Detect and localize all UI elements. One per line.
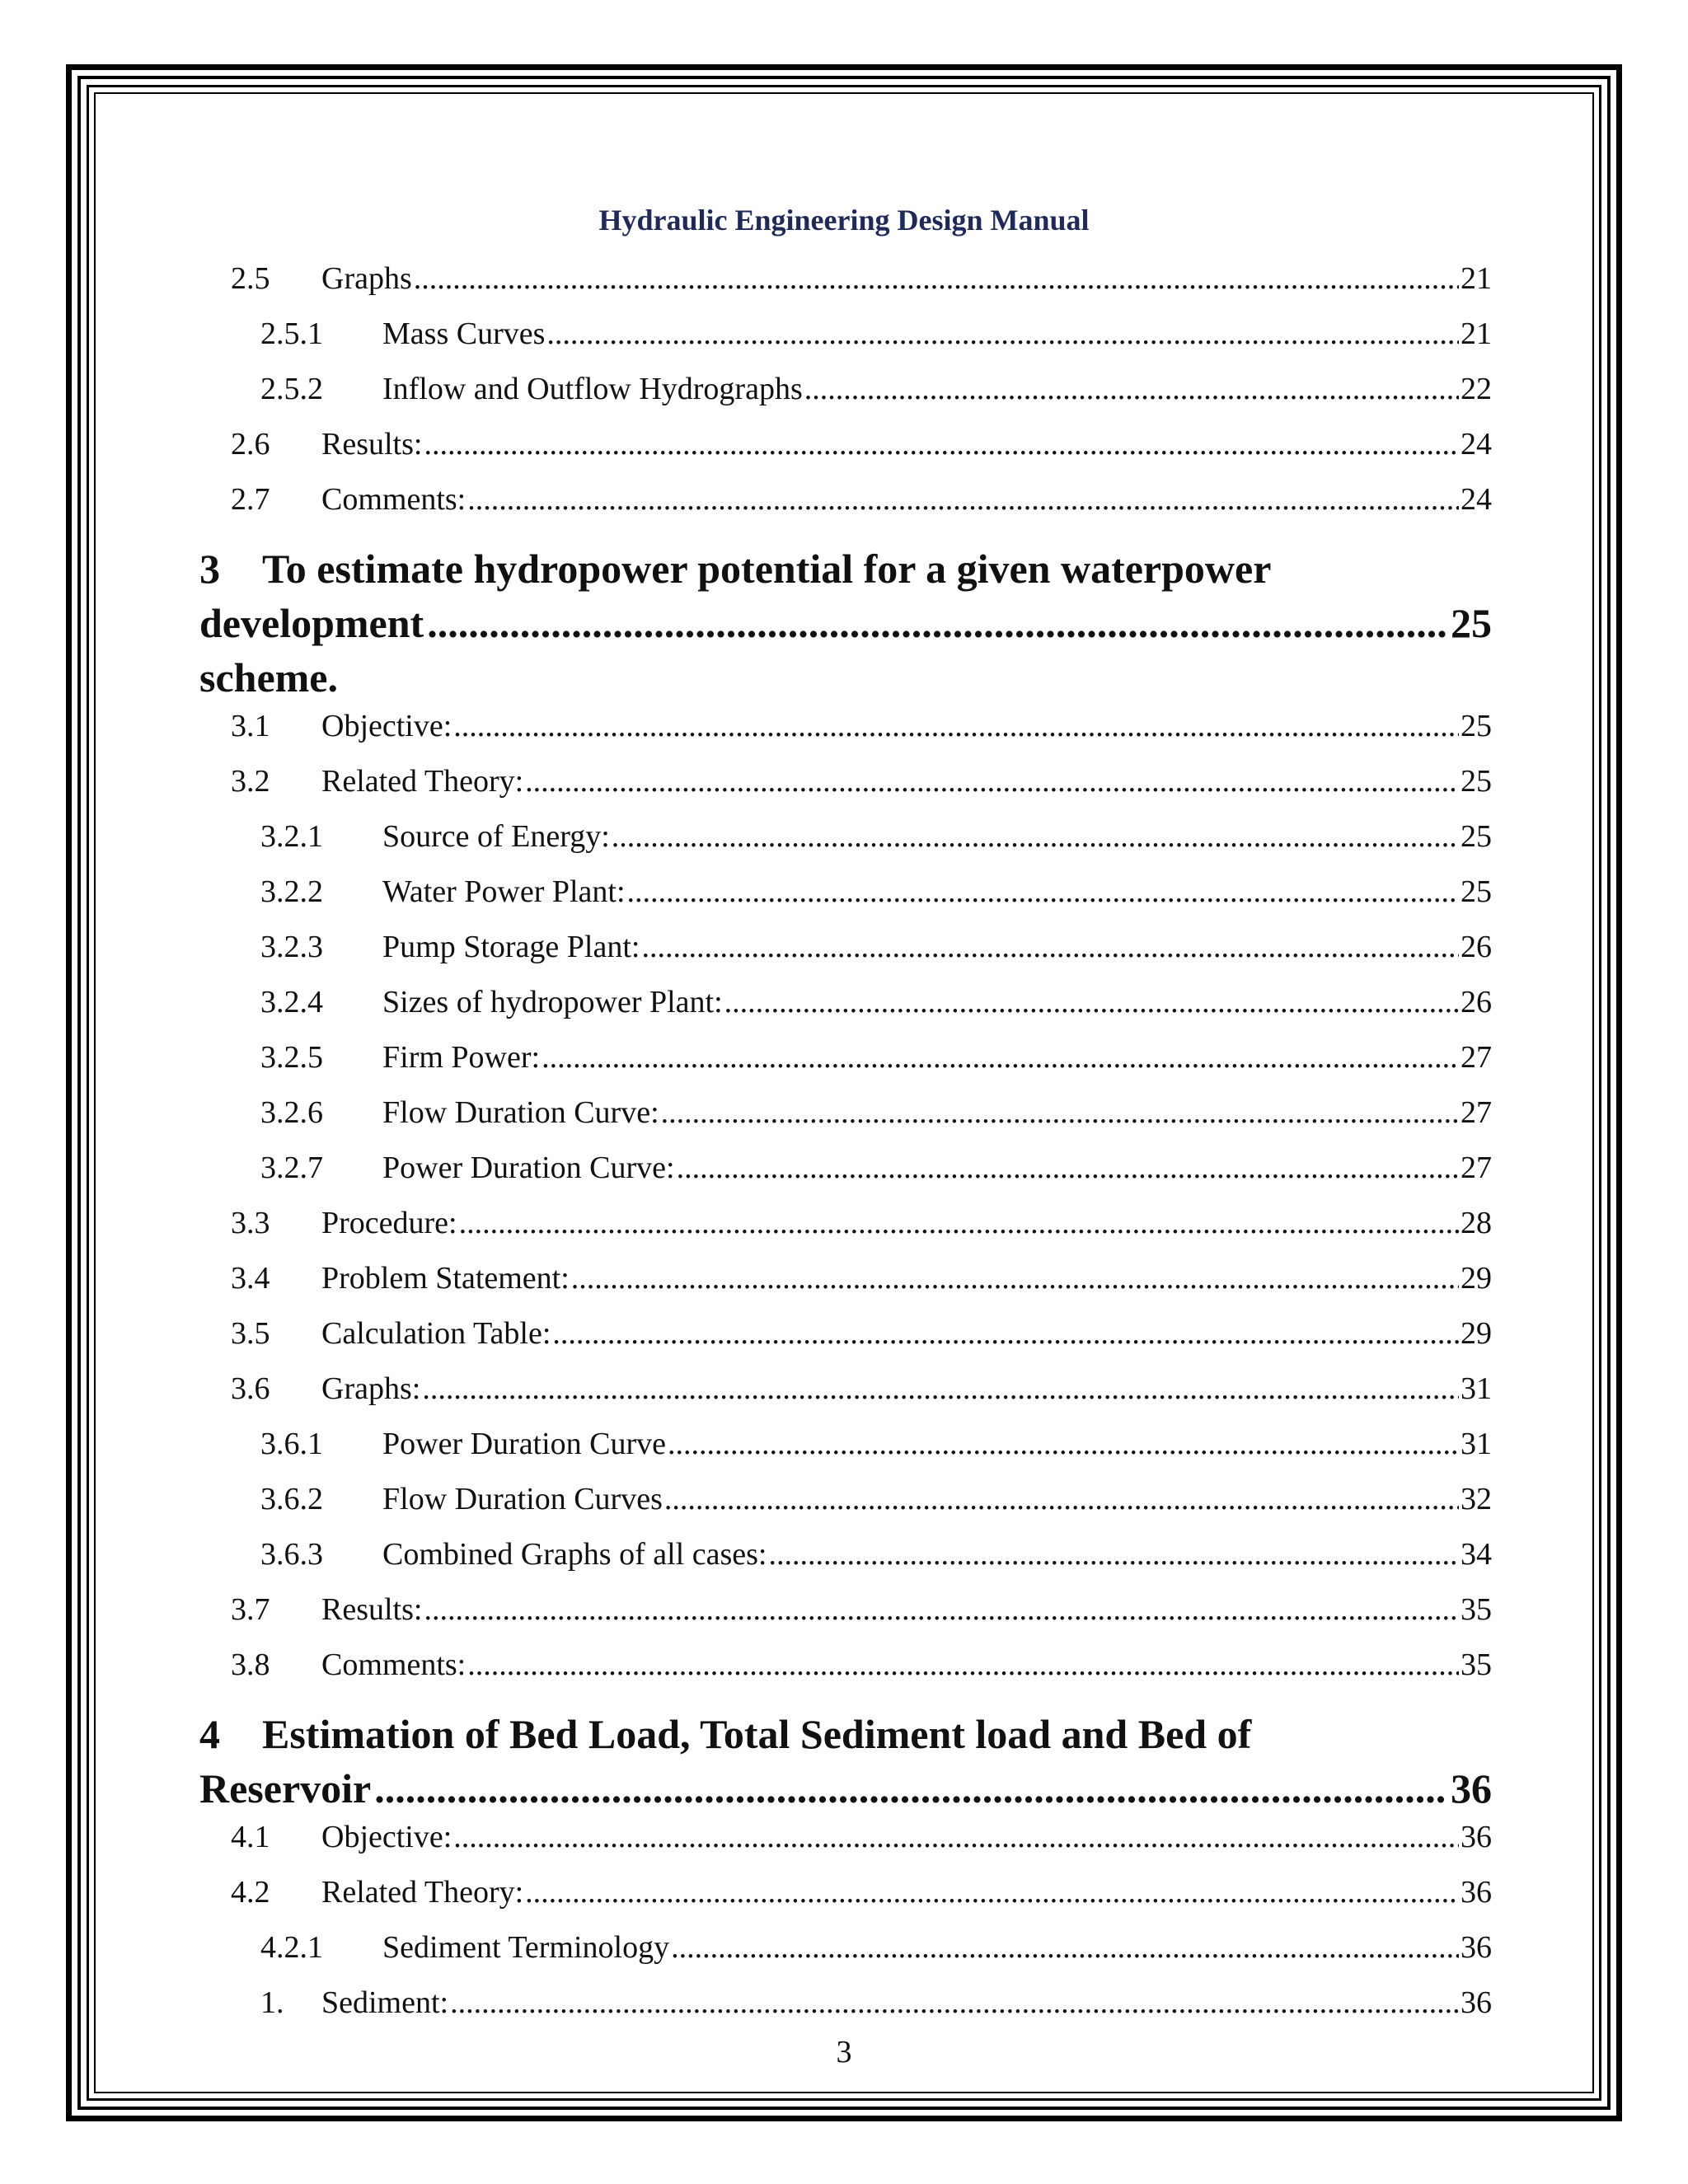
toc-entry-number: 2.7 [231, 482, 270, 517]
toc-entry-4-2[interactable] [199, 1874, 1492, 1929]
toc-entry-page: 25 [1461, 764, 1492, 799]
toc-entry-number: 4.2 [231, 1875, 270, 1910]
dot-leader [525, 1874, 1459, 1910]
dot-leader [546, 316, 1459, 352]
toc-entry-title: Procedure: [321, 1206, 457, 1240]
toc-entry-title: Problem Statement: [321, 1261, 570, 1296]
dot-leader [542, 1039, 1459, 1076]
toc-entry-3-6-1[interactable] [199, 1426, 1492, 1481]
dot-leader [552, 1315, 1459, 1352]
dot-leader [668, 1426, 1459, 1462]
toc-entry-page: 36 [1461, 1820, 1492, 1854]
toc-entry-page: 31 [1461, 1427, 1492, 1461]
toc-entry-3-6[interactable] [199, 1371, 1492, 1426]
dot-leader [627, 874, 1459, 910]
toc-chapter-3[interactable] [199, 541, 1492, 705]
toc-entry-page: 24 [1461, 482, 1492, 517]
chapter-title-line2: Reservoir [199, 1765, 372, 1811]
dot-leader [768, 1536, 1459, 1572]
toc-entry-page: 25 [1461, 874, 1492, 909]
toc-entry-page: 25 [1461, 709, 1492, 743]
toc-entry-3-5[interactable] [199, 1315, 1492, 1371]
dot-leader [374, 1761, 1447, 1816]
dot-leader [612, 818, 1459, 855]
toc-entry-title: Mass Curves [382, 316, 546, 351]
toc-entry-title: Calculation Table: [321, 1316, 551, 1351]
toc-entry-number: 3.2.6 [260, 1095, 323, 1130]
dot-leader [459, 1205, 1459, 1241]
toc-entry-3-2-6[interactable] [199, 1094, 1492, 1150]
chapter-heading-line1 [199, 1707, 1492, 1761]
dot-leader [467, 481, 1459, 518]
toc-entry-number: 3.2.1 [260, 819, 323, 854]
toc-entry-3-2-1[interactable] [199, 818, 1492, 874]
toc-entry-number: 3.6.3 [260, 1537, 323, 1572]
chapter-heading-line2 [199, 1761, 1492, 1816]
dot-leader [804, 371, 1459, 407]
toc-entry-number: 3.3 [231, 1206, 270, 1240]
toc-entry-number: 1. [260, 1985, 284, 2020]
toc-entry-number: 4.1 [231, 1820, 270, 1854]
toc-entry-number: 3.2.2 [260, 874, 323, 909]
toc-entry-title: Power Duration Curve: [382, 1151, 675, 1185]
toc-entry-page: 36 [1461, 1875, 1492, 1910]
chapter-title-line2: development scheme. [199, 600, 424, 701]
toc-entry-number: 3.2.4 [260, 985, 323, 1019]
toc-entry-title: Pump Storage Plant: [382, 930, 640, 964]
toc-entry-number: 2.5.1 [260, 316, 323, 351]
toc-entry-page: 21 [1461, 316, 1492, 351]
toc-entry-page: 25 [1461, 819, 1492, 854]
toc-entry-page: 29 [1461, 1316, 1492, 1351]
toc-entry-2-5-2[interactable] [199, 371, 1492, 426]
dot-leader [467, 1647, 1459, 1683]
toc-entry-3-2-3[interactable] [199, 929, 1492, 984]
toc-chapter-4[interactable] [199, 1707, 1492, 1816]
toc-entry-3-2-5[interactable] [199, 1039, 1492, 1094]
toc-entry-page: 26 [1461, 930, 1492, 964]
toc-entry-number: 3.7 [231, 1592, 270, 1627]
dot-leader [427, 596, 1447, 650]
table-of-contents [199, 260, 1492, 2040]
toc-entry-page: 35 [1461, 1647, 1492, 1682]
dot-leader [664, 1481, 1459, 1517]
toc-entry-title: Related Theory: [321, 764, 524, 799]
toc-entry-3-3[interactable] [199, 1205, 1492, 1260]
toc-entry-number: 2.5 [231, 261, 270, 296]
toc-entry-title: Graphs [321, 261, 412, 296]
toc-entry-3-6-3[interactable] [199, 1536, 1492, 1591]
toc-entry-title: Sizes of hydropower Plant: [382, 985, 723, 1019]
dot-leader [424, 426, 1459, 462]
dot-leader [677, 1150, 1459, 1186]
toc-entry-title: Flow Duration Curves [382, 1482, 663, 1516]
dot-leader [422, 1371, 1459, 1407]
toc-entry-number: 3.2.7 [260, 1151, 323, 1185]
toc-entry-title: Sediment: [321, 1985, 449, 2020]
toc-entry-page: 24 [1461, 427, 1492, 462]
toc-entry-title: Related Theory: [321, 1875, 524, 1910]
toc-entry-3-4[interactable] [199, 1260, 1492, 1315]
toc-entry-number: 3.5 [231, 1316, 270, 1351]
toc-entry-title: Power Duration Curve [382, 1427, 667, 1461]
toc-entry-number: 3.2.3 [260, 930, 323, 964]
toc-entry-page: 27 [1461, 1151, 1492, 1185]
toc-entry-number: 2.6 [231, 427, 270, 462]
toc-entry-3-2[interactable] [199, 763, 1492, 818]
dot-leader [453, 1819, 1459, 1855]
chapter-title-line1: Estimation of Bed Load, Total Sediment load and Bed of [262, 1711, 1252, 1757]
toc-entry-number: 4.2.1 [260, 1930, 323, 1965]
dot-leader [661, 1094, 1459, 1131]
toc-entry-3-2-2[interactable] [199, 874, 1492, 929]
running-header: Hydraulic Engineering Design Manual [598, 204, 1090, 237]
toc-entry-3-2-4[interactable] [199, 984, 1492, 1039]
toc-entry-title: Source of Energy: [382, 819, 610, 854]
toc-entry-title: Firm Power: [382, 1040, 541, 1075]
toc-entry-page: 22 [1461, 372, 1492, 406]
toc-entry-page: 32 [1461, 1482, 1492, 1516]
toc-entry-4-2-1[interactable] [199, 1929, 1492, 1985]
toc-entry-4-1[interactable] [199, 1819, 1492, 1874]
toc-entry-title: Results: [321, 427, 423, 462]
chapter-page: 36 [1451, 1765, 1492, 1811]
toc-entry-2-5[interactable] [199, 260, 1492, 316]
dot-leader [424, 1591, 1459, 1628]
toc-entry-number: 3.4 [231, 1261, 270, 1296]
dot-leader [671, 1929, 1459, 1966]
toc-entry-page: 34 [1461, 1537, 1492, 1572]
chapter-page: 25 [1451, 600, 1492, 646]
toc-entry-page: 21 [1461, 261, 1492, 296]
toc-entry-number: 3.6.1 [260, 1427, 323, 1461]
toc-entry-title: Combined Graphs of all cases: [382, 1537, 767, 1572]
dot-leader [724, 984, 1459, 1020]
toc-entry-page: 36 [1461, 1985, 1492, 2020]
toc-entry-page: 28 [1461, 1206, 1492, 1240]
toc-entry-page: 31 [1461, 1371, 1492, 1406]
toc-entry-sediment[interactable] [199, 1985, 1492, 2040]
toc-entry-number: 3.8 [231, 1647, 270, 1682]
dot-leader [414, 260, 1459, 297]
page-number: 3 [836, 2035, 852, 2069]
chapter-number: 4 [199, 1711, 220, 1757]
toc-entry-2-7[interactable] [199, 481, 1492, 537]
toc-entry-page: 35 [1461, 1592, 1492, 1627]
toc-entry-title: Inflow and Outflow Hydrographs [382, 372, 803, 406]
toc-entry-title: Flow Duration Curve: [382, 1095, 659, 1130]
toc-entry-page: 27 [1461, 1040, 1492, 1075]
toc-entry-page: 27 [1461, 1095, 1492, 1130]
dot-leader [453, 708, 1459, 744]
chapter-heading-line1 [199, 541, 1492, 596]
toc-entry-2-5-1[interactable] [199, 316, 1492, 371]
toc-entry-title: Water Power Plant: [382, 874, 626, 909]
toc-entry-title: Sediment Terminology [382, 1930, 670, 1965]
toc-entry-number: 3.2 [231, 764, 270, 799]
toc-entry-number: 3.1 [231, 709, 270, 743]
toc-entry-page: 29 [1461, 1261, 1492, 1296]
toc-entry-number: 2.5.2 [260, 372, 323, 406]
toc-entry-page: 36 [1461, 1930, 1492, 1965]
dot-leader [450, 1985, 1459, 2021]
dot-leader [525, 763, 1459, 799]
toc-entry-3-1[interactable] [199, 708, 1492, 763]
chapter-title-line1: To estimate hydropower potential for a given waterpower [262, 546, 1272, 592]
toc-entry-title: Objective: [321, 1820, 452, 1854]
toc-entry-3-8[interactable] [199, 1647, 1492, 1702]
toc-entry-title: Comments: [321, 1647, 467, 1682]
toc-entry-title: Comments: [321, 482, 467, 517]
toc-entry-3-7[interactable] [199, 1591, 1492, 1647]
toc-entry-number: 3.2.5 [260, 1040, 323, 1075]
dot-leader [571, 1260, 1459, 1296]
chapter-heading-line2 [199, 596, 1492, 705]
dot-leader [641, 929, 1459, 965]
toc-entry-title: Graphs: [321, 1371, 421, 1406]
toc-entry-page: 26 [1461, 985, 1492, 1019]
toc-entry-title: Objective: [321, 709, 452, 743]
toc-entry-number: 3.6 [231, 1371, 270, 1406]
chapter-number: 3 [199, 546, 220, 592]
toc-entry-3-6-2[interactable] [199, 1481, 1492, 1536]
toc-entry-3-2-7[interactable] [199, 1150, 1492, 1205]
toc-entry-title: Results: [321, 1592, 423, 1627]
toc-entry-2-6[interactable] [199, 426, 1492, 481]
toc-entry-number: 3.6.2 [260, 1482, 323, 1516]
